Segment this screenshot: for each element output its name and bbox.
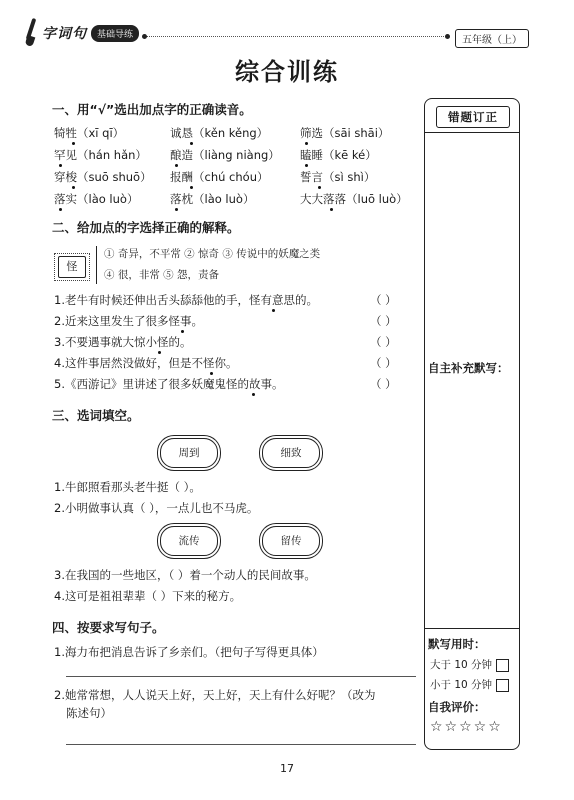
section-2-heading: 二、给加点的字选择正确的解释。 bbox=[52, 220, 240, 235]
emphasis-dot bbox=[59, 164, 62, 167]
emphasis-dot bbox=[190, 142, 193, 145]
evaluation-label: 自我评价： bbox=[428, 700, 486, 714]
time-option-label: 大于 10 分钟 bbox=[430, 659, 493, 671]
emphasis-dot bbox=[72, 142, 75, 145]
question-item: 1.老牛有时候还伸出舌头舔舔他的手，怪有意思的。 bbox=[54, 293, 318, 307]
emphasis-dot bbox=[318, 186, 321, 189]
checkbox[interactable] bbox=[496, 659, 509, 672]
pinyin-item: 落枕（lào luò） bbox=[170, 192, 255, 206]
fill-in-item: 2.小明做事认真（ ），一点儿也不马虎。 bbox=[54, 501, 259, 515]
emphasis-dot bbox=[210, 372, 213, 375]
section-3-heading: 三、选词填空。 bbox=[52, 408, 140, 423]
pinyin-item: 瞌睡（kē ké） bbox=[300, 148, 377, 162]
emphasis-dot bbox=[330, 208, 333, 211]
fill-in-item: 3.在我国的一些地区，（ ）着一个动人的民间故事。 bbox=[54, 568, 316, 582]
time-option-label: 小于 10 分钟 bbox=[430, 679, 493, 691]
time-option[interactable] bbox=[430, 657, 509, 672]
emphasis-dot bbox=[175, 164, 178, 167]
glyph-box bbox=[54, 253, 90, 281]
emphasis-dot bbox=[252, 393, 255, 396]
fill-in-item: 4.这可是祖祖辈辈（ ）下来的秘方。 bbox=[54, 589, 242, 603]
page-number: 17 bbox=[280, 762, 294, 775]
emphasis-dot bbox=[190, 186, 193, 189]
checkbox[interactable] bbox=[496, 679, 509, 692]
meaning-options-line-1: ① 奇异，不平常 ② 惊奇 ③ 传说中的妖魔之类 bbox=[104, 248, 321, 260]
brand-logo bbox=[24, 18, 139, 48]
brush-icon bbox=[24, 18, 38, 48]
time-option[interactable] bbox=[430, 677, 509, 692]
pinyin-item: 落实（lào luò） bbox=[54, 192, 139, 206]
section-1-heading: 一、用“√”选出加点字的正确读音。 bbox=[52, 102, 252, 117]
pinyin-item: 穿梭（suō shuō） bbox=[54, 170, 152, 184]
star-rating[interactable]: ☆☆☆☆☆ bbox=[430, 719, 503, 735]
correction-sidebar bbox=[424, 98, 520, 750]
emphasis-dot bbox=[175, 208, 178, 211]
pinyin-item: 报酬（chú chóu） bbox=[170, 170, 269, 184]
emphasis-dot bbox=[59, 208, 62, 211]
rewrite-item: 2.她常常想，人人说天上好，天上好，天上有什么好呢？（改为 bbox=[54, 688, 376, 702]
pinyin-item: 犄牲（xī qī） bbox=[54, 126, 125, 140]
rewrite-item: 1.海力布把消息告诉了乡亲们。（把句子写得更具体） bbox=[54, 645, 324, 659]
emphasis-dot bbox=[305, 142, 308, 145]
brand-title: 字词句 bbox=[42, 26, 87, 42]
pinyin-item: 诚恳（kěn kěng） bbox=[170, 126, 269, 140]
question-item: 5.《西游记》里讲述了很多妖魔鬼怪的故事。 bbox=[54, 377, 284, 391]
answer-parentheses[interactable]: （ ） bbox=[370, 356, 397, 370]
pinyin-item: 誓言（sì shì） bbox=[300, 170, 376, 184]
target-character: 怪 bbox=[58, 256, 86, 278]
fill-in-item: 1.牛郎照看那头老牛挺（ ）。 bbox=[54, 480, 201, 494]
grade-badge: 五年级（上） bbox=[455, 29, 529, 48]
question-item: 3.不要遇事就大惊小怪的。 bbox=[54, 335, 192, 349]
question-item: 4.这件事居然没做好，但是不怪你。 bbox=[54, 356, 238, 370]
word-option-cloud: 周到 bbox=[160, 438, 218, 468]
brand-subtitle: 基础导练 bbox=[91, 25, 139, 42]
answer-line[interactable] bbox=[66, 676, 416, 677]
answer-parentheses[interactable]: （ ） bbox=[370, 335, 397, 349]
meaning-options-line-2: ④ 很，非常 ⑤ 怨，责备 bbox=[104, 269, 220, 281]
question-item: 2.近来这里发生了很多怪事。 bbox=[54, 314, 203, 328]
pinyin-item: 筛选（sāi shāi） bbox=[300, 126, 390, 140]
answer-parentheses[interactable]: （ ） bbox=[370, 314, 397, 328]
sidebar-heading: 错题订正 bbox=[436, 106, 510, 128]
emphasis-dot bbox=[181, 330, 184, 333]
answer-parentheses[interactable]: （ ） bbox=[370, 293, 397, 307]
section-4-heading: 四、按要求写句子。 bbox=[52, 620, 165, 635]
answer-line[interactable] bbox=[66, 744, 416, 745]
sidebar-divider bbox=[424, 628, 520, 629]
emphasis-dot bbox=[305, 164, 308, 167]
pinyin-item: 罕见（hán hǎn） bbox=[54, 148, 147, 162]
supplement-label: 自主补充默写： bbox=[428, 361, 509, 375]
word-option-cloud: 流传 bbox=[160, 526, 218, 556]
answer-parentheses[interactable]: （ ） bbox=[370, 377, 397, 391]
emphasis-dot bbox=[72, 186, 75, 189]
options-bracket bbox=[96, 246, 103, 284]
emphasis-dot bbox=[158, 351, 161, 354]
header-divider bbox=[146, 36, 446, 37]
word-option-cloud: 细致 bbox=[262, 438, 320, 468]
rewrite-item-continued: 陈述句） bbox=[66, 706, 112, 720]
pinyin-item: 大大落落（luō luò） bbox=[300, 192, 408, 206]
page-title: 综合训练 bbox=[235, 57, 339, 86]
time-label: 默写用时： bbox=[428, 637, 486, 651]
emphasis-dot bbox=[272, 309, 275, 312]
pinyin-item: 酿造（liàng niàng） bbox=[170, 148, 280, 162]
word-option-cloud: 留传 bbox=[262, 526, 320, 556]
